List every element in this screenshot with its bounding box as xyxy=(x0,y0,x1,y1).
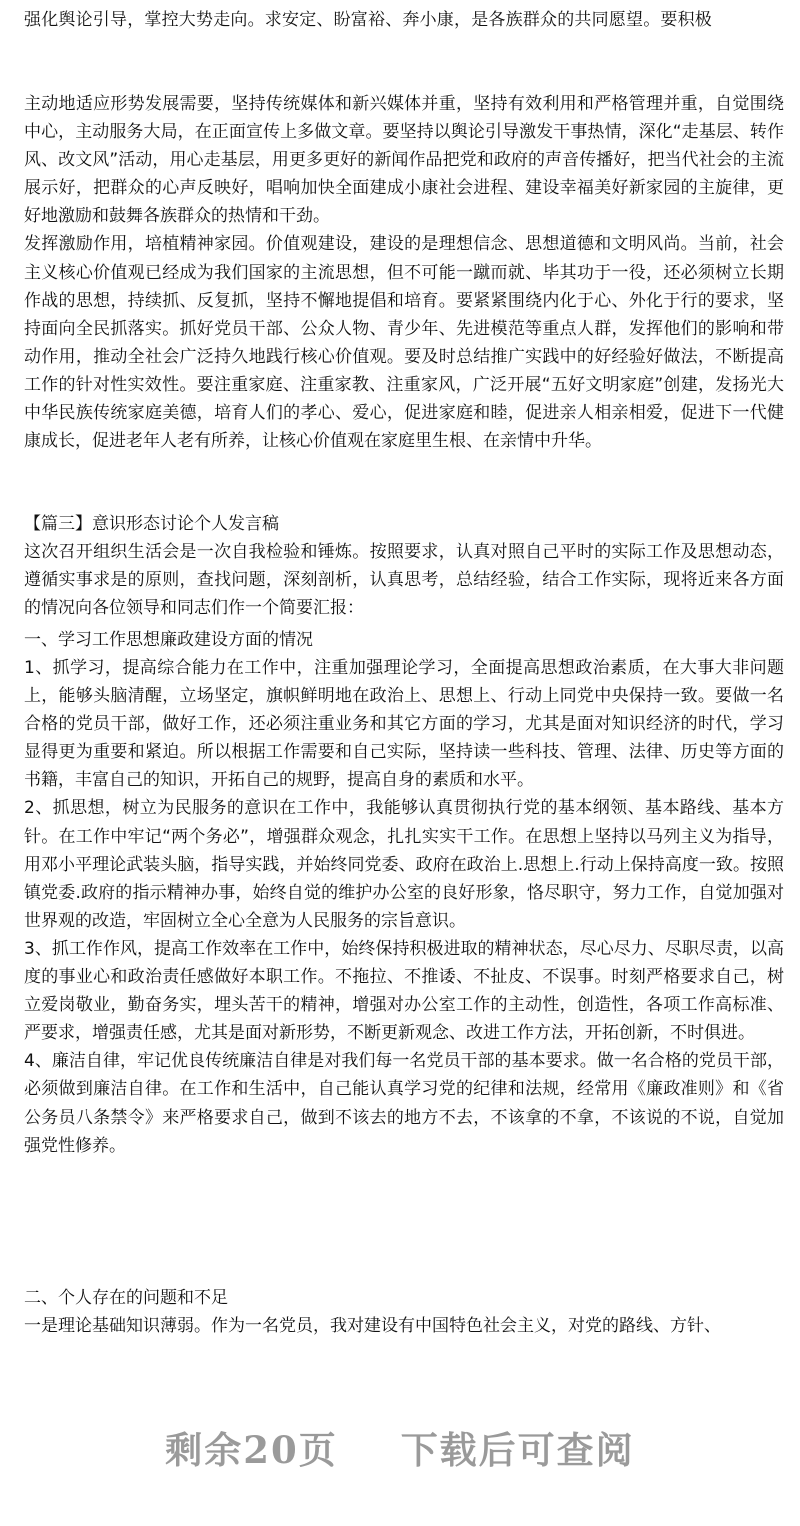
text-block-a xyxy=(24,90,784,455)
list-item: 4、廉洁自律，牢记优良传统廉洁自律是对我们每一名党员干部的基本要求。做一名合格的党员干部，必须做到廉洁自律。在工作和生活中，自己能认真学习党的纪律和法规，经常用《廉政准则》和《省公务员八条禁令》来严格要求自己，做到不该去的地方不去，不该拿的不拿，不该说的不说，自觉加强党性修养。 xyxy=(24,1051,784,1156)
text-block-c xyxy=(24,626,784,1160)
paragraph: 发挥激励作用，培植精神家园。价值观建设，建设的是理想信念、思想道德和文明风尚。当前，社会主义核心价值观已经成为我们国家的主流思想，但不可能一蹴而就、毕其功于一役，还必须树立长期作战的思想，持续抓、反复抓，坚持不懈地提倡和培育。要紧紧围绕内化于心、外化于行的要求，坚持面向全民抓落实。抓好党员干部、公众人物、青少年、先进模范等重点人群，发挥他们的影响和带动作用，推动全社会广泛持久地践行核心价值观。要及时总结推广实践中的好经验好做法，不断提高工作的针对性实效性。要注重家庭、注重家教、注重家风，广泛开展“五好文明家庭”创建，发扬光大中华民族传统家庭美德，培育人们的孝心、爱心，促进家庭和睦，促进亲人相亲相爱，促进下一代健康成长，促进老年人老有所养，让核心价值观在家庭里生根、在亲情中升华。 xyxy=(24,234,784,452)
download-banner[interactable] xyxy=(0,1420,800,1474)
text-block-d xyxy=(24,1284,784,1340)
download-prompt-label[interactable]: 下载后可查阅 xyxy=(400,1428,635,1472)
list-item: 2、抓思想，树立为民服务的意识在工作中，我能够认真贯彻执行党的基本纲领、基本路线、基本方针。在工作中牢记“两个务必”，增强群众观念，扎扎实实干工作。在思想上坚持以马列主义为指导，用邓小平理论武装头脑，指导实践，并始终同党委、政府在政治上.思想上.行动上保持高度一致。按照镇党委.政府的指示精神办事，始终自觉的维护办公室的良好形象，恪尽职守，努力工作，自觉加强对世界观的改造，牢固树立全心全意为人民服务的宗旨意识。 xyxy=(24,798,784,931)
text-block-b xyxy=(24,510,784,622)
list-item: 一是理论基础知识薄弱。作为一名党员，我对建设有中国特色社会主义，对党的路线、方针、 xyxy=(24,1316,721,1336)
section-title: 【篇三】意识形态讨论个人发言稿 xyxy=(24,514,279,534)
list-item: 3、抓工作作风，提高工作效率在工作中，始终保持积极进取的精神状态，尽心尽力、尽职尽责，以高度的事业心和政治责任感做好本职工作。不拖拉、不推诿、不扯皮、不误事。时刻严格要求自己，树立爱岗敬业，勤奋务实，埋头苦干的精神，增强对办公室工作的主动性，创造性，各项工作高标准、严要求，增强责任感，尤其是面对新形势，不断更新观念、改进工作方法，开拓创新，不时俱进。 xyxy=(24,938,784,1044)
paragraph: 主动地适应形势发展需要，坚持传统媒体和新兴媒体并重，坚持有效利用和严格管理并重，自觉围绕中心，主动服务大局，在正面宣传上多做文章。要坚持以舆论引导激发干事热情，深化“走基层、转作风、改文风”活动，用心走基层，用更多更好的新闻作品把党和政府的声音传播好，把当代社会的主流展示好，把群众的心声反映好，唱响加快全面建成小康社会进程、建设幸福美好新家园的主旋律，更好地激励和鼓舞各族群众的热情和干劲。 xyxy=(24,94,784,227)
remaining-pages-label: 剩余20页 xyxy=(165,1428,338,1472)
heading-2: 二、个人存在的问题和不足 xyxy=(24,1288,228,1308)
text-line: 强化舆论引导，掌控大势走向。求安定、盼富裕、奔小康，是各族群众的共同愿望。要积极 xyxy=(24,10,712,30)
paragraph: 这次召开组织生活会是一次自我检验和锤炼。按照要求，认真对照自己平时的实际工作及思想动态，遵循实事求是的原则，查找问题，深刻剖析，认真思考，总结经验，结合工作实际，现将近来各方面的情况向各位领导和同志们作一个简要汇报： xyxy=(24,542,784,619)
heading-1: 一、学习工作思想廉政建设方面的情况 xyxy=(24,630,313,650)
list-item: 1、抓学习，提高综合能力在工作中，注重加强理论学习，全面提高思想政治素质，在大事大非问题上，能够头脑清醒，立场坚定，旗帜鲜明地在政治上、思想上、行动上同党中央保持一致。要做一名合格的党员干部，做好工作，还必须注重业务和其它方面的学习，尤其是面对知识经济的时代，学习显得更为重要和紧迫。所以根据工作需要和自己实际，坚持读一些科技、管理、法律、历史等方面的书籍，丰富自己的知识，开拓自己的规野，提高自身的素质和水平。 xyxy=(24,658,784,791)
